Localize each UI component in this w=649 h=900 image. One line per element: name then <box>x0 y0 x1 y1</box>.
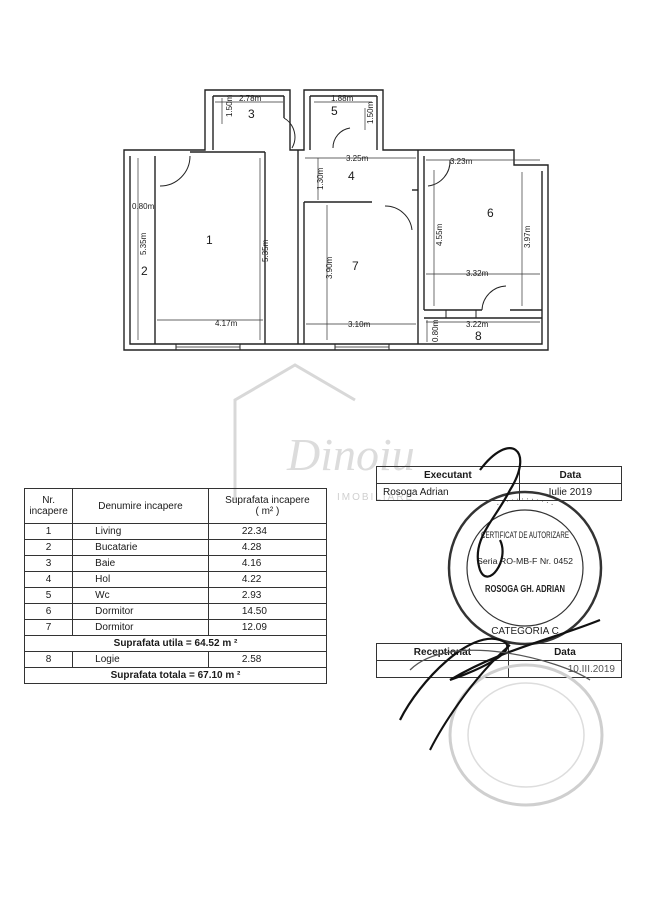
dim-room7-width: 3.10m <box>348 320 371 329</box>
room-name: Dormitor <box>73 620 209 636</box>
useful-total: Suprafata utila = 64.52 m ² <box>25 636 327 652</box>
dim-hall-width: 3.25m <box>346 154 369 163</box>
grand-total-row <box>25 668 327 684</box>
dim-hall-height: 1.30m <box>316 167 325 190</box>
room-area: 22.34 <box>208 524 326 540</box>
dim-room8-width: 3.22m <box>466 320 489 329</box>
room-area: 14.50 <box>208 604 326 620</box>
dim-living-height: 5.35m <box>261 239 270 262</box>
dim-kitchen-width: 0.80m <box>132 202 155 211</box>
room-name: Wc <box>73 588 209 604</box>
stamp-serial: Seria RO-MB-F Nr. 0452 <box>477 557 574 566</box>
floor-plan <box>0 0 649 360</box>
dim-room5-width: 1.88m <box>331 94 354 103</box>
inner-wall-outline <box>130 156 542 344</box>
header-area <box>208 489 326 524</box>
room-nr: 6 <box>25 604 73 620</box>
header-name: Denumire incapere <box>73 489 209 524</box>
stamp-name: ROSOGA GH. ADRIAN <box>485 584 565 595</box>
table-row <box>25 556 327 572</box>
room-name: Dormitor <box>73 604 209 620</box>
room-name: Bucatarie <box>73 540 209 556</box>
table-row <box>25 588 327 604</box>
stamp-category: CATEGORIA C <box>491 626 559 637</box>
header-nr: Nr. incapere <box>25 489 73 524</box>
grand-total: Suprafata totala = 67.10 m ² <box>25 668 327 684</box>
header-area-label: Suprafata incapere <box>225 495 310 506</box>
table-row <box>25 540 327 556</box>
room-area: 4.16 <box>208 556 326 572</box>
table-row <box>25 604 327 620</box>
room-area: 12.09 <box>208 620 326 636</box>
room-number-8: 8 <box>475 329 482 343</box>
room-area: 4.28 <box>208 540 326 556</box>
room-area: 4.22 <box>208 572 326 588</box>
room-number-1: 1 <box>206 233 213 247</box>
table-header <box>25 489 327 524</box>
dim-kitchen-height: 5.35m <box>139 232 148 255</box>
dim-room3-width: 2.78m <box>239 94 262 103</box>
room-number-4: 4 <box>348 169 355 183</box>
room-name: Hol <box>73 572 209 588</box>
receptionat-header: Receptionat <box>377 644 509 661</box>
room-number-7: 7 <box>352 259 359 273</box>
signature <box>360 430 620 760</box>
dim-room8-height: 0.80m <box>431 319 440 342</box>
table-row <box>25 652 327 668</box>
room-number-5: 5 <box>331 104 338 118</box>
room-nr: 1 <box>25 524 73 540</box>
receptionat-date-header: Data <box>508 644 621 661</box>
outer-wall <box>124 90 548 350</box>
room-area: 2.58 <box>208 652 326 668</box>
room-number-3: 3 <box>248 107 255 121</box>
dim-room6-left: 4.55m <box>435 223 444 246</box>
room-number-6: 6 <box>487 206 494 220</box>
table-row <box>25 572 327 588</box>
room-nr: 4 <box>25 572 73 588</box>
dim-room6-bottom: 3.32m <box>466 269 489 278</box>
room-nr: 3 <box>25 556 73 572</box>
stamp-title: CERTIFICAT DE AUTORIZARE <box>481 530 569 540</box>
executant-date: Iulie 2019 <box>519 484 621 501</box>
dim-room7-height: 3.90m <box>325 256 334 279</box>
dim-room3-height: 1.50m <box>225 94 234 117</box>
room-name: Baie <box>73 556 209 572</box>
executant-name: Rosoga Adrian <box>377 484 520 501</box>
svg-text:· · · · · · · · · · · ·: · · · · · · · · · · · · <box>494 493 556 509</box>
watermark-subtext: IMOBILIARE <box>337 492 415 503</box>
executant-header: Executant <box>377 467 520 484</box>
watermark-text: Dinoiu <box>287 429 415 480</box>
table-row <box>25 524 327 540</box>
room-nr: 2 <box>25 540 73 556</box>
dim-room6-right: 3.97m <box>523 225 532 248</box>
room-nr: 8 <box>25 652 73 668</box>
executant-date-header: Data <box>519 467 621 484</box>
room-number-2: 2 <box>141 264 148 278</box>
dim-room5-height: 1.50m <box>366 101 375 124</box>
table-row <box>25 620 327 636</box>
room-areas-table <box>24 488 327 684</box>
dim-room6-top: 3.23m <box>450 157 473 166</box>
useful-total-row <box>25 636 327 652</box>
receptionat-date: 10.III.2019 <box>508 661 621 678</box>
room-nr: 7 <box>25 620 73 636</box>
room-area: 2.93 <box>208 588 326 604</box>
room-name: Living <box>73 524 209 540</box>
room-name: Logie <box>73 652 209 668</box>
room-nr: 5 <box>25 588 73 604</box>
dim-living-width: 4.17m <box>215 319 238 328</box>
header-area-unit: ( m² ) <box>255 506 280 517</box>
